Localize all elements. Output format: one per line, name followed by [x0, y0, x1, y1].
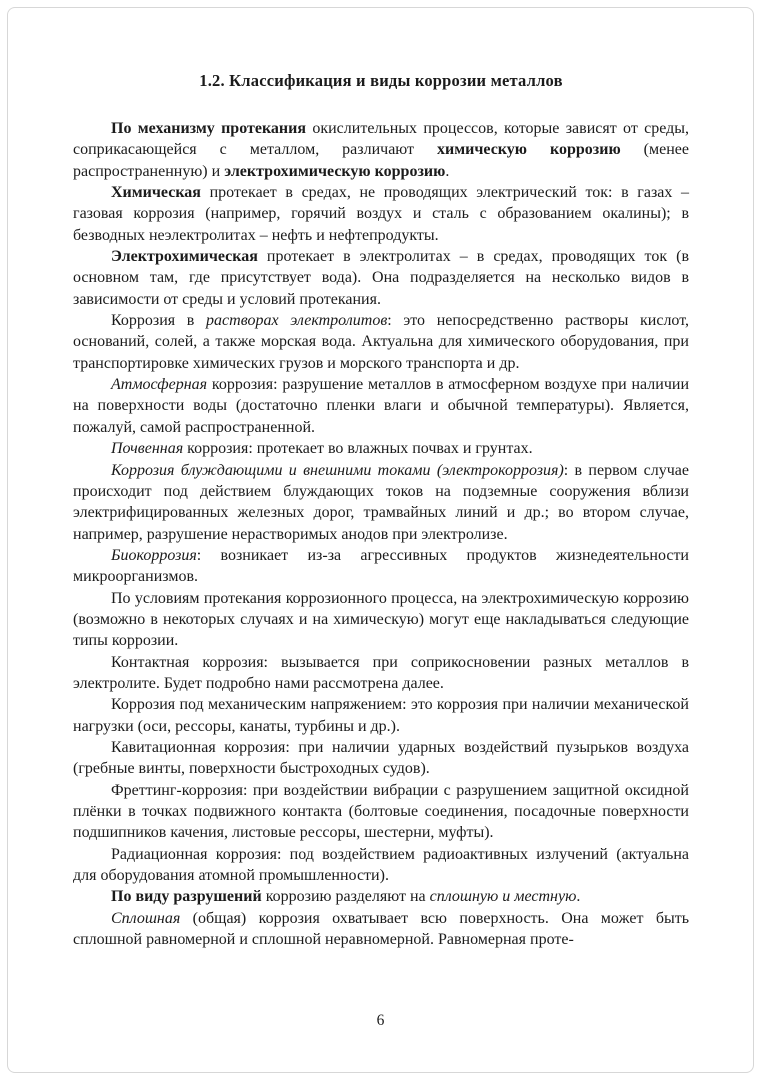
page-number: 6 — [376, 1012, 385, 1029]
paragraph — [73, 182, 689, 246]
paragraph — [73, 460, 689, 545]
text-run: Биокоррозия — [111, 546, 197, 564]
text-run: Атмосферная — [111, 376, 208, 394]
text-run: : в первом случае происходит под действием блуждающих токов на подземные сооружения вблизи электрифицированных железных дорог, трамвайных линий и др.; во втором случае, например, разрушение нерастворимых анодов при электролизе. — [73, 461, 690, 543]
text-run: коррозию разделяют на — [261, 888, 430, 906]
text-run: Коррозия блуждающими и внешними токами (электрокоррозия) — [111, 461, 564, 479]
text-run: Радиационная коррозия: под воздействием радиоактивных излучений (актуальна для оборудования атомной промышленности). — [73, 845, 689, 885]
paragraph — [73, 886, 689, 907]
text-run: По механизму протекания — [111, 120, 307, 137]
text-run: Электрохимическая — [111, 248, 258, 266]
section-heading: 1.2. Классификация и виды коррозии металлов — [199, 71, 563, 90]
paragraph — [73, 737, 689, 780]
text-run: По условиям протекания коррозионного процесса, на электрохимическую коррозию (возможно в некоторых случаях и на химическую) могут еще накладываться следующие типы коррозии. — [73, 589, 689, 650]
paragraph — [73, 246, 689, 310]
text-run: . — [445, 162, 450, 180]
text-run: По виду разрушений — [111, 888, 262, 906]
text-run: Контактная коррозия: вызывается при соприкосновении разных металлов в электролите. Будет подробно нами рассмотрена далее. — [73, 653, 689, 692]
text-run: Фреттинг-коррозия: при воздействии вибрации с разрушением защитной оксидной плёнки в точках подвижного контакта (болтовые соединения, посадочные поверхности подшипников качения, листовые рессоры, шестерни, муфты). — [73, 781, 689, 842]
text-run: сплошную и местную — [429, 888, 577, 906]
text-run: : это непосредственно растворы кислот, оснований, солей, а также морская вода. Актуальна для химического оборудования, при транспортировке химических грузов и морского транспорта и др. — [73, 312, 690, 372]
paragraph — [73, 374, 689, 438]
text-run: Кавитационная коррозия: при наличии ударных воздействий пузырьков воздуха (гребные винты, поверхности быстроходных судов). — [73, 738, 689, 778]
text-run: химическую коррозию — [437, 141, 621, 159]
paragraph — [73, 310, 689, 374]
text-run: коррозия: разрушение металлов в атмосферном воздухе при наличии на поверхности воды (достаточно пленки влаги и обычной температуры). Является, пожалуй, самой распространенной. — [73, 376, 689, 436]
text-run: протекает в электролитах – в средах, проводящих ток (в основном там, где присутствует вода). Она подразделяется на несколько видов в зависимости от среды и условий протекания. — [73, 248, 689, 308]
text-run: (менее распространенную) и — [73, 141, 689, 180]
text-run: окислительных процессов, которые зависят от среды, соприкасающейся с металлом, различают — [73, 120, 690, 159]
paragraph — [73, 780, 689, 844]
paragraph — [73, 118, 689, 182]
text-run: коррозия: протекает во влажных почвах и грунтах. — [183, 440, 533, 458]
text-run: Сплошная — [111, 909, 181, 927]
text-run: электрохимическую коррозию — [224, 162, 446, 180]
text-run: : возникает из-за агрессивных продуктов жизнедеятельности микроорганизмов. — [73, 546, 689, 586]
paragraph — [73, 588, 689, 652]
paragraph — [73, 438, 689, 459]
text-run: Химическая — [111, 184, 201, 202]
text-run: Коррозия в — [111, 312, 207, 330]
paragraph — [73, 908, 689, 951]
text-run: Почвенная — [111, 440, 184, 458]
paragraph — [73, 694, 689, 737]
text-run: протекает в средах, не проводящих электрический ток: в газах – газовая коррозия (например, горячий воздух и сталь с образованием окалины); в безводных неэлектролитах – нефть и нефтепродукты. — [73, 184, 689, 244]
paragraph — [73, 652, 689, 695]
text-run: Коррозия под механическим напряжением: это коррозия при наличии механической нагрузки (оси, рессоры, канаты, турбины и др.). — [73, 696, 689, 735]
paragraph — [73, 844, 689, 887]
paragraph — [73, 545, 689, 588]
text-run: (общая) коррозия охватывает всю поверхность. Она может быть сплошной равномерной и сплошной неравномерной. Равномерная проте- — [73, 909, 689, 949]
text-run: . — [576, 888, 581, 906]
text-run: растворах электролитов — [206, 312, 388, 330]
document-body — [73, 118, 689, 950]
